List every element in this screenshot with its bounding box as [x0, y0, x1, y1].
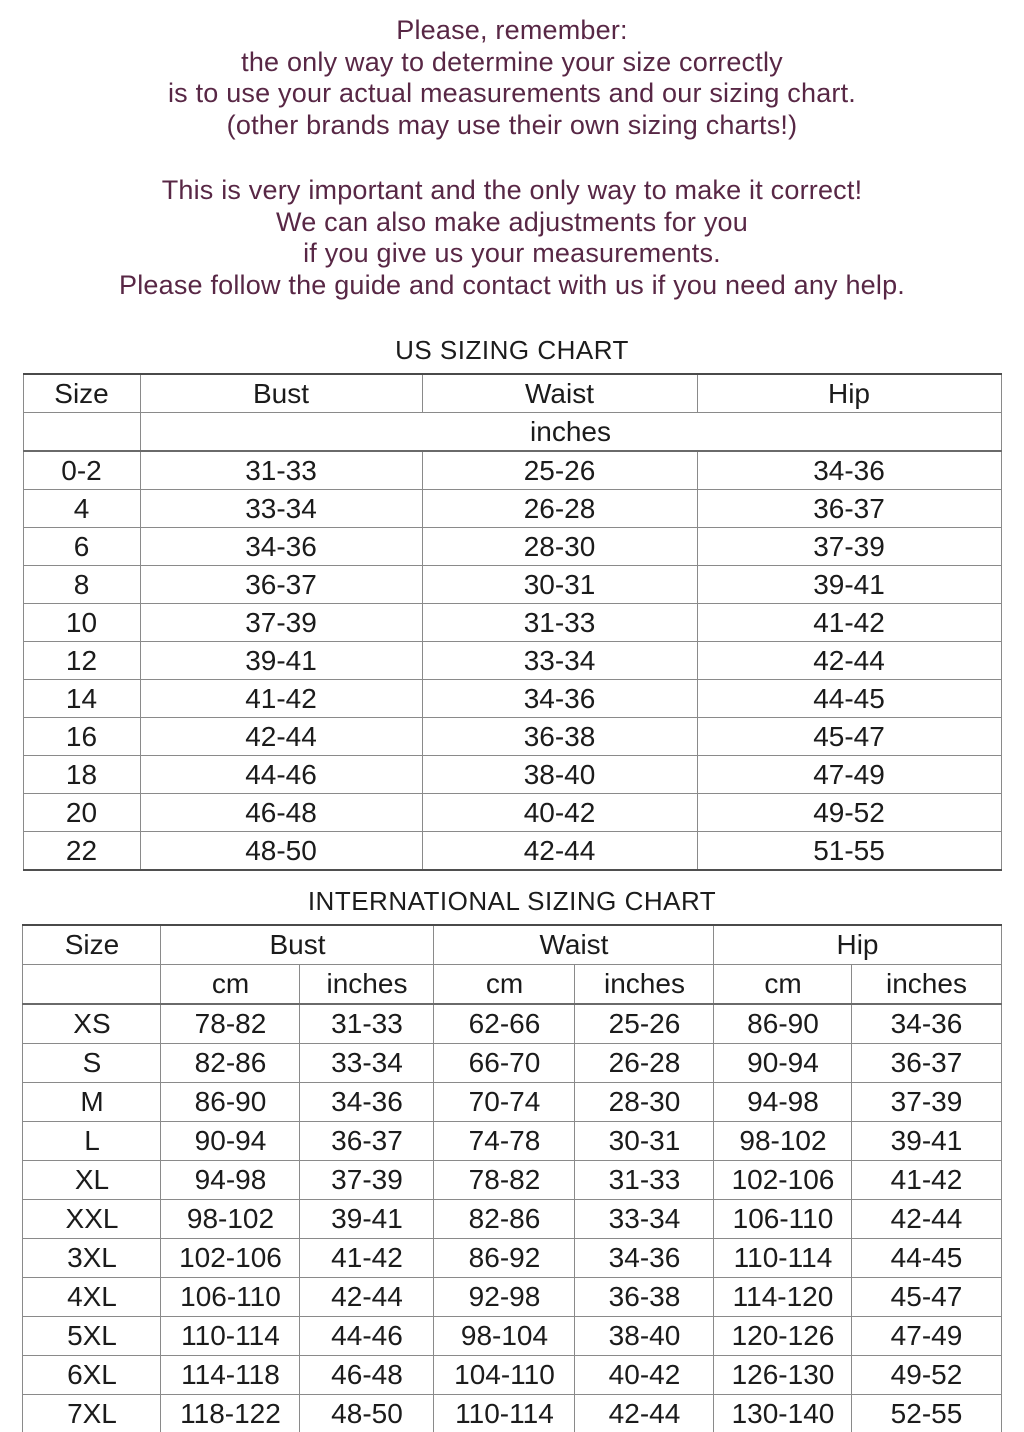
- table-cell: 38-40: [422, 756, 697, 794]
- table-cell: 90-94: [161, 1122, 300, 1161]
- intro-paragraph-2: [0, 175, 1024, 301]
- table-cell: 114-118: [161, 1356, 300, 1395]
- table-cell: 48-50: [300, 1395, 434, 1432]
- table-cell: 126-130: [714, 1356, 852, 1395]
- table-cell: 104-110: [434, 1356, 575, 1395]
- table-row: [23, 528, 1001, 566]
- table-cell: 41-42: [852, 1161, 1001, 1200]
- table-cell: 46-48: [300, 1356, 434, 1395]
- table-cell: 34-36: [140, 528, 422, 566]
- table-cell: 36-37: [300, 1122, 434, 1161]
- table-cell: 4: [23, 490, 140, 528]
- table-cell: XL: [23, 1161, 161, 1200]
- table-cell: 20: [23, 794, 140, 832]
- table-cell: 40-42: [422, 794, 697, 832]
- table-row: [23, 1161, 1001, 1200]
- unit-row-spacer: [23, 965, 161, 1005]
- table-cell: 34-36: [852, 1004, 1001, 1044]
- table-cell: 34-36: [422, 680, 697, 718]
- table-cell: 92-98: [434, 1278, 575, 1317]
- table-cell: 39-41: [852, 1122, 1001, 1161]
- table-cell: 22: [23, 832, 140, 871]
- table-cell: 3XL: [23, 1239, 161, 1278]
- unit-label-inches: inches: [300, 965, 434, 1005]
- table-cell: 36-37: [852, 1044, 1001, 1083]
- table-cell: 36-37: [697, 490, 1001, 528]
- table-cell: 10: [23, 604, 140, 642]
- table-row: [23, 718, 1001, 756]
- table-cell: 37-39: [852, 1083, 1001, 1122]
- table-cell: 7XL: [23, 1395, 161, 1432]
- table-cell: XXL: [23, 1200, 161, 1239]
- table-cell: 49-52: [852, 1356, 1001, 1395]
- table-cell: 33-34: [140, 490, 422, 528]
- table-cell: 44-45: [697, 680, 1001, 718]
- table-cell: 41-42: [140, 680, 422, 718]
- table-cell: 110-114: [434, 1395, 575, 1432]
- unit-label-inches: inches: [852, 965, 1001, 1005]
- table-row: [23, 832, 1001, 871]
- table-cell: 98-104: [434, 1317, 575, 1356]
- table-cell: 5XL: [23, 1317, 161, 1356]
- table-cell: 28-30: [575, 1083, 714, 1122]
- table-row: [23, 1004, 1001, 1044]
- table-cell: 30-31: [422, 566, 697, 604]
- us-header-row: [23, 374, 1001, 413]
- table-cell: 118-122: [161, 1395, 300, 1432]
- table-cell: 106-110: [161, 1278, 300, 1317]
- table-cell: 36-37: [140, 566, 422, 604]
- table-cell: 31-33: [140, 451, 422, 490]
- table-cell: 47-49: [697, 756, 1001, 794]
- table-cell: 49-52: [697, 794, 1001, 832]
- intro-line: Please, remember:: [396, 15, 628, 45]
- table-row: [23, 604, 1001, 642]
- table-cell: 39-41: [140, 642, 422, 680]
- table-cell: 34-36: [697, 451, 1001, 490]
- table-cell: 44-45: [852, 1239, 1001, 1278]
- us-sizing-table: [23, 373, 1002, 871]
- table-row: [23, 680, 1001, 718]
- table-cell: 30-31: [575, 1122, 714, 1161]
- table-cell: 40-42: [575, 1356, 714, 1395]
- unit-label-cm: cm: [161, 965, 300, 1005]
- table-cell: 25-26: [575, 1004, 714, 1044]
- table-cell: 70-74: [434, 1083, 575, 1122]
- table-cell: 38-40: [575, 1317, 714, 1356]
- table-cell: 110-114: [714, 1239, 852, 1278]
- table-row: [23, 794, 1001, 832]
- table-cell: 98-102: [714, 1122, 852, 1161]
- table-cell: 78-82: [161, 1004, 300, 1044]
- table-cell: 86-92: [434, 1239, 575, 1278]
- table-cell: 39-41: [697, 566, 1001, 604]
- table-cell: 94-98: [714, 1083, 852, 1122]
- table-cell: 44-46: [300, 1317, 434, 1356]
- unit-label-inches: inches: [575, 965, 714, 1005]
- table-cell: 106-110: [714, 1200, 852, 1239]
- table-row: [23, 1083, 1001, 1122]
- column-header-bust: Bust: [140, 374, 422, 413]
- table-cell: 36-38: [422, 718, 697, 756]
- table-cell: 31-33: [422, 604, 697, 642]
- table-cell: 48-50: [140, 832, 422, 871]
- column-header-hip: Hip: [697, 374, 1001, 413]
- table-cell: 42-44: [422, 832, 697, 871]
- table-cell: 42-44: [140, 718, 422, 756]
- table-cell: 26-28: [422, 490, 697, 528]
- table-cell: L: [23, 1122, 161, 1161]
- table-cell: 42-44: [852, 1200, 1001, 1239]
- intl-chart-title: INTERNATIONAL SIZING CHART: [307, 886, 717, 916]
- column-header-hip: Hip: [714, 925, 1001, 965]
- table-cell: 31-33: [575, 1161, 714, 1200]
- table-cell: 33-34: [575, 1200, 714, 1239]
- table-cell: 114-120: [714, 1278, 852, 1317]
- table-cell: S: [23, 1044, 161, 1083]
- us-unit-row: [23, 413, 1001, 452]
- column-header-size: Size: [23, 925, 161, 965]
- intro-line: (other brands may use their own sizing charts!): [226, 109, 798, 140]
- table-cell: 42-44: [300, 1278, 434, 1317]
- table-cell: 34-36: [300, 1083, 434, 1122]
- column-header-size: Size: [23, 374, 140, 413]
- table-cell: 41-42: [697, 604, 1001, 642]
- table-cell: 37-39: [300, 1161, 434, 1200]
- table-row: [23, 1200, 1001, 1239]
- table-cell: 39-41: [300, 1200, 434, 1239]
- table-cell: 37-39: [697, 528, 1001, 566]
- intro-line: This is very important and the only way to make it correct!: [161, 175, 863, 205]
- table-cell: 51-55: [697, 832, 1001, 871]
- table-cell: 6XL: [23, 1356, 161, 1395]
- table-cell: 102-106: [161, 1239, 300, 1278]
- table-cell: 110-114: [161, 1317, 300, 1356]
- table-cell: 42-44: [697, 642, 1001, 680]
- table-row: [23, 1122, 1001, 1161]
- table-cell: M: [23, 1083, 161, 1122]
- unit-row-spacer: [23, 413, 140, 452]
- table-cell: 12: [23, 642, 140, 680]
- table-cell: 0-2: [23, 451, 140, 490]
- intro-line: We can also make adjustments for you: [276, 206, 748, 237]
- table-row: [23, 451, 1001, 490]
- table-row: [23, 1395, 1001, 1432]
- table-cell: 45-47: [697, 718, 1001, 756]
- table-cell: 45-47: [852, 1278, 1001, 1317]
- table-cell: 18: [23, 756, 140, 794]
- table-row: [23, 566, 1001, 604]
- table-row: [23, 642, 1001, 680]
- table-cell: 46-48: [140, 794, 422, 832]
- table-cell: 34-36: [575, 1239, 714, 1278]
- table-cell: 6: [23, 528, 140, 566]
- table-cell: 62-66: [434, 1004, 575, 1044]
- table-cell: 86-90: [714, 1004, 852, 1044]
- table-cell: 102-106: [714, 1161, 852, 1200]
- table-cell: 8: [23, 566, 140, 604]
- intro-line: is to use your actual measurements and our sizing chart.: [167, 78, 857, 108]
- table-cell: 44-46: [140, 756, 422, 794]
- intro-line: the only way to determine your size correctly: [241, 46, 783, 77]
- table-cell: 28-30: [422, 528, 697, 566]
- intl-header-row: [23, 925, 1001, 965]
- table-cell: 120-126: [714, 1317, 852, 1356]
- table-cell: 41-42: [300, 1239, 434, 1278]
- table-cell: 90-94: [714, 1044, 852, 1083]
- international-sizing-table: [22, 924, 1001, 1432]
- intro-line: Please follow the guide and contact with us if you need any help.: [118, 269, 905, 300]
- column-header-bust: Bust: [161, 925, 434, 965]
- table-cell: 52-55: [852, 1395, 1001, 1432]
- table-row: [23, 1317, 1001, 1356]
- table-cell: 86-90: [161, 1083, 300, 1122]
- table-cell: 82-86: [161, 1044, 300, 1083]
- table-cell: 36-38: [575, 1278, 714, 1317]
- table-cell: 47-49: [852, 1317, 1001, 1356]
- column-header-waist: Waist: [422, 374, 697, 413]
- table-cell: 74-78: [434, 1122, 575, 1161]
- table-cell: 94-98: [161, 1161, 300, 1200]
- unit-label-cm: cm: [714, 965, 852, 1005]
- table-cell: 25-26: [422, 451, 697, 490]
- table-cell: 4XL: [23, 1278, 161, 1317]
- table-cell: 33-34: [422, 642, 697, 680]
- column-header-waist: Waist: [434, 925, 714, 965]
- table-cell: 16: [23, 718, 140, 756]
- us-chart-title: US SIZING CHART: [395, 335, 629, 365]
- table-row: [23, 490, 1001, 528]
- table-cell: 82-86: [434, 1200, 575, 1239]
- table-row: [23, 1356, 1001, 1395]
- table-cell: 66-70: [434, 1044, 575, 1083]
- table-row: [23, 1044, 1001, 1083]
- intro-text: [0, 0, 1024, 301]
- table-cell: 98-102: [161, 1200, 300, 1239]
- table-cell: 37-39: [140, 604, 422, 642]
- unit-label-inches: inches: [140, 413, 1001, 452]
- table-cell: 130-140: [714, 1395, 852, 1432]
- table-row: [23, 756, 1001, 794]
- us-table-body: [23, 451, 1001, 870]
- intro-paragraph-1: [0, 15, 1024, 141]
- table-cell: XS: [23, 1004, 161, 1044]
- table-row: [23, 1239, 1001, 1278]
- table-cell: 31-33: [300, 1004, 434, 1044]
- table-cell: 14: [23, 680, 140, 718]
- table-cell: 26-28: [575, 1044, 714, 1083]
- unit-label-cm: cm: [434, 965, 575, 1005]
- table-cell: 33-34: [300, 1044, 434, 1083]
- table-cell: 42-44: [575, 1395, 714, 1432]
- intl-unit-row: [23, 965, 1001, 1005]
- table-cell: 78-82: [434, 1161, 575, 1200]
- table-row: [23, 1278, 1001, 1317]
- intro-line: if you give us your measurements.: [303, 238, 721, 268]
- intl-table-body: [23, 1004, 1001, 1432]
